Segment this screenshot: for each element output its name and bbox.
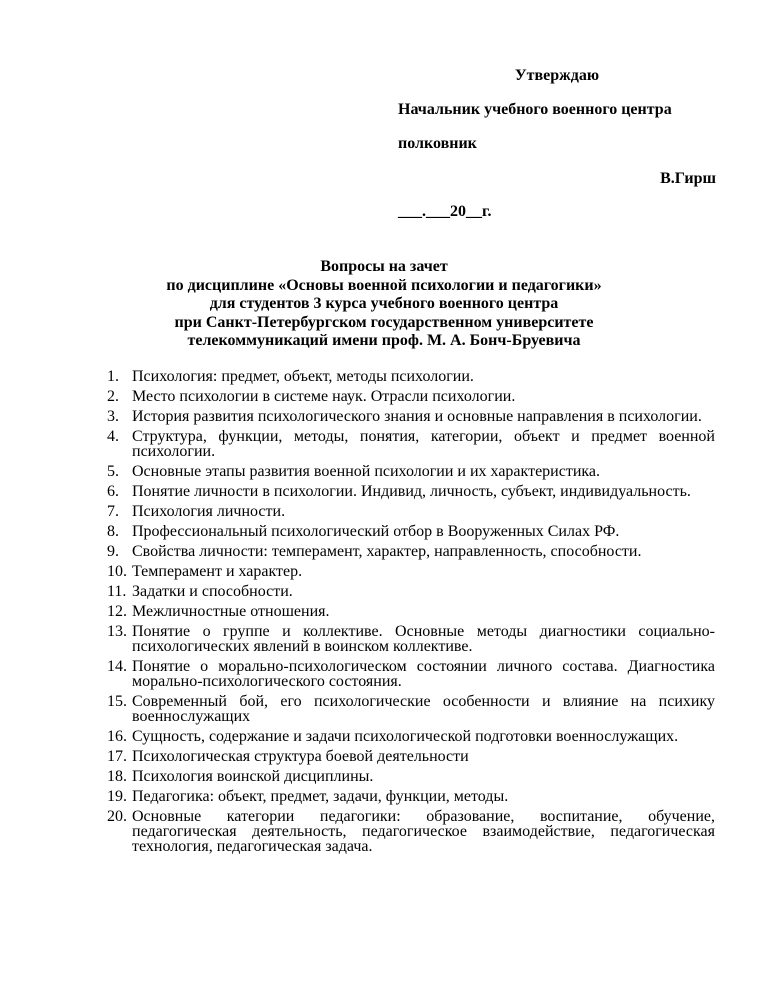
heading-audience: для студентов 3 курса учебного военного центра [209,295,559,312]
heading-title: Вопросы на зачет [320,258,448,275]
question-number: 3. [107,408,119,425]
question-text: Педагогика: объект, предмет, задачи, функции, методы. [132,788,509,805]
question-number: 5. [107,463,119,480]
question-text: Психологическая структура боевой деятельности [132,748,469,765]
question-item [107,604,715,619]
question-number: 15. [107,693,127,710]
heading-university-name: телекоммуникаций имени проф. М. А. Бонч-Бруевича [187,332,581,349]
question-item [107,544,715,559]
question-text: Сущность, содержание и задачи психологической подготовки военнослужащих. [132,728,679,745]
question-item [107,694,715,724]
question-text: Основные категории педагогики: образование, воспитание, обучение, педагогическая деятельность, педагогическое взаимодействие, педагогическая технология, педагогическая задача. [132,808,715,855]
approver-position: Начальник учебного военного центра [398,101,672,118]
question-item [107,484,715,499]
question-text: Понятие о морально-психологическом состоянии личного состава. Диагностика морально-психологического состояния. [132,658,715,690]
question-number: 20. [107,808,127,825]
question-item [107,524,715,539]
question-item [107,769,715,784]
question-item [107,809,715,854]
question-number: 10. [107,563,127,580]
question-item [107,409,715,424]
question-number: 12. [107,603,127,620]
question-item [107,789,715,804]
approval-date: ___.___20__г. [398,203,492,220]
questions-list [107,369,715,859]
question-item [107,369,715,384]
question-text: Место психологии в системе наук. Отрасли психологии. [132,388,516,405]
question-text: Современный бой, его психологические особенности и влияние на психику военнослужащих [132,693,715,725]
question-number: 11. [107,583,127,600]
question-item [107,729,715,744]
question-item [107,504,715,519]
question-text: История развития психологического знания и основные направления в психологии. [132,408,702,425]
question-text: Понятие о группе и коллективе. Основные методы диагностики социально-психологических явлений в воинском коллективе. [132,623,715,655]
question-item [107,564,715,579]
question-text: Задатки и способности. [132,583,293,600]
approver-name: В.Гирш [660,170,716,187]
question-number: 7. [107,503,119,520]
question-text: Психология личности. [132,503,286,520]
question-item [107,749,715,764]
approver-rank: полковник [398,135,477,152]
question-text: Профессиональный психологический отбор в Вооруженных Силах РФ. [132,523,620,540]
heading-discipline: по дисциплине «Основы военной психологии и педагогики» [166,276,602,294]
question-number: 18. [107,768,127,785]
question-number: 16. [107,728,127,745]
question-number: 2. [107,388,119,405]
question-text: Структура, функции, методы, понятия, категории, объект и предмет военной психологии. [132,428,715,460]
question-text: Понятие личности в психологии. Индивид, личность, субъект, индивидуальность. [132,483,691,500]
question-item [107,624,715,654]
question-text: Темперамент и характер. [132,563,303,580]
question-text: Основные этапы развития военной психологии и их характеристика. [132,463,601,480]
question-number: 4. [107,428,119,445]
approval-title: Утверждаю [514,67,600,84]
question-number: 9. [107,543,119,560]
question-item [107,584,715,599]
question-text: Психология воинской дисциплины. [132,768,374,785]
question-item [107,659,715,689]
question-number: 14. [107,658,127,675]
question-text: Межличностные отношения. [132,603,330,620]
document-heading [100,258,668,351]
question-item [107,389,715,404]
question-number: 6. [107,483,119,500]
question-number: 8. [107,523,119,540]
heading-university: при Санкт-Петербургском государственном университете [174,313,594,331]
question-item [107,429,715,459]
question-number: 1. [107,368,119,385]
question-item [107,464,715,479]
question-number: 19. [107,788,127,805]
question-text: Свойства личности: темперамент, характер, направленность, способности. [132,543,642,560]
question-text: Психология: предмет, объект, методы психологии. [132,368,474,385]
question-number: 17. [107,748,127,765]
question-number: 13. [107,623,127,640]
